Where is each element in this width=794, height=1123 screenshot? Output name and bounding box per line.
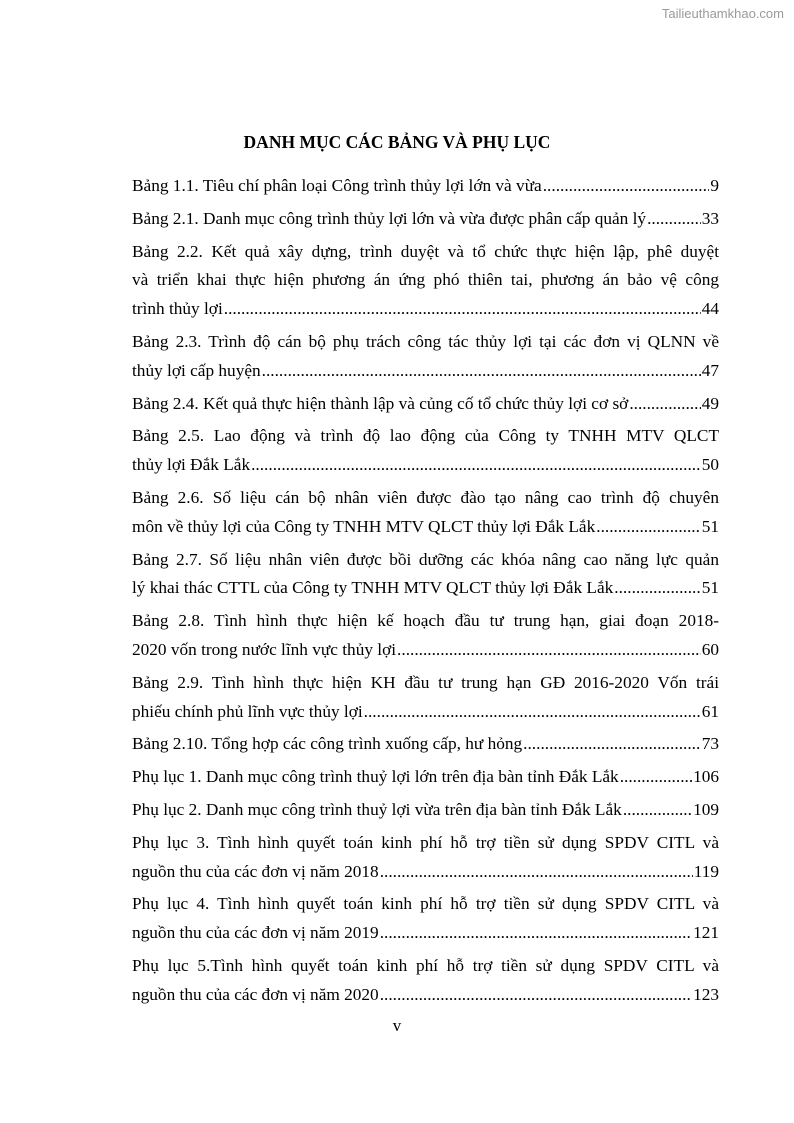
toc-entry-text: 2020 vốn trong nước lĩnh vực thủy lợi: [132, 639, 397, 659]
toc-entry-last-line: [132, 858, 719, 887]
toc-entry-text: nguồn thu của các đơn vị năm 2020: [132, 984, 379, 1004]
toc-entry-text: Bảng 2.1. Danh mục công trình thủy lợi lớn và vừa được phân cấp quản lý: [132, 208, 647, 228]
dot-leader: [262, 357, 701, 386]
toc-entry-last-line: [132, 919, 719, 948]
toc-entry[interactable]: [132, 172, 719, 201]
toc-page-number: 121: [693, 923, 719, 943]
toc-entry[interactable]: [132, 890, 719, 948]
toc-page-number: 51: [701, 516, 719, 536]
toc-entry-last-line: [132, 636, 719, 665]
table-of-contents: [132, 172, 719, 1014]
toc-entry-line: Bảng 2.7. Số liệu nhân viên được bồi dưỡng các khóa nâng cao năng lực quản: [132, 549, 719, 569]
toc-entry-text: nguồn thu của các đơn vị năm 2019: [132, 923, 379, 943]
dot-leader: [364, 698, 701, 727]
toc-entry-line: Phụ lục 4. Tình hình quyết toán kinh phí hỗ trợ tiền sử dụng SPDV CITL và: [132, 894, 719, 914]
toc-entry-last-line: [132, 172, 719, 201]
dot-leader: [251, 451, 701, 480]
toc-page-number: 109: [693, 799, 719, 819]
toc-entry-text: trình thủy lợi: [132, 299, 223, 319]
toc-entry[interactable]: [132, 238, 719, 324]
dot-leader: [629, 390, 700, 419]
toc-entry-last-line: [132, 357, 719, 386]
toc-entry-last-line: [132, 698, 719, 727]
dot-leader: [224, 295, 701, 324]
watermark-text: Tailieuthamkhao.com: [661, 6, 784, 21]
dot-leader: [380, 981, 692, 1010]
toc-entry-text: thủy lợi cấp huyện: [132, 360, 261, 380]
toc-entry-line: Bảng 2.5. Lao động và trình độ lao động của Công ty TNHH MTV QLCT: [132, 426, 719, 446]
toc-entry-line: Phụ lục 5.Tình hình quyết toán kinh phí hỗ trợ tiền sử dụng SPDV CITL và: [132, 955, 719, 975]
toc-page-number: 44: [701, 299, 719, 319]
toc-entry-text: Bảng 2.4. Kết quả thực hiện thành lập và củng cố tổ chức thủy lợi cơ sở: [132, 393, 629, 413]
dot-leader: [596, 513, 700, 542]
toc-entry-text: Phụ lục 2. Danh mục công trình thuỷ lợi vừa trên địa bàn tỉnh Đắk Lắk: [132, 799, 622, 819]
toc-entry[interactable]: [132, 607, 719, 665]
toc-page-number: 119: [693, 861, 719, 881]
toc-entry-last-line: [132, 574, 719, 603]
toc-entry-last-line: [132, 730, 719, 759]
dot-leader: [614, 574, 700, 603]
toc-entry[interactable]: [132, 422, 719, 480]
toc-entry[interactable]: [132, 829, 719, 887]
dot-leader: [380, 858, 693, 887]
toc-entry-last-line: [132, 513, 719, 542]
toc-entry-line: Bảng 2.6. Số liệu cán bộ nhân viên được đào tạo nâng cao trình độ chuyên: [132, 487, 719, 507]
dot-leader: [623, 796, 692, 825]
page-number: v: [392, 1016, 402, 1035]
toc-entry[interactable]: [132, 328, 719, 386]
toc-page-number: 50: [701, 455, 719, 475]
toc-page-number: 73: [701, 734, 719, 754]
toc-entry-last-line: [132, 390, 719, 419]
toc-entry[interactable]: [132, 484, 719, 542]
toc-page-number: 106: [693, 767, 719, 787]
dot-leader: [647, 205, 701, 234]
dot-leader: [523, 730, 701, 759]
toc-entry-last-line: [132, 981, 719, 1010]
toc-page-number: 47: [701, 360, 719, 380]
toc-entry-line: Bảng 2.2. Kết quả xây dựng, trình duyệt và tổ chức thực hiện lập, phê duyệt: [132, 241, 719, 261]
dot-leader: [397, 636, 701, 665]
toc-entry-last-line: [132, 796, 719, 825]
dot-leader: [543, 172, 710, 201]
toc-entry-line: và triển khai thực hiện phương án ứng phó thiên tai, phương án bảo vệ công: [132, 270, 719, 290]
toc-page-number: 123: [693, 984, 719, 1004]
toc-entry[interactable]: [132, 669, 719, 727]
toc-page-number: 33: [701, 208, 719, 228]
toc-entry-text: môn về thủy lợi của Công ty TNHH MTV QLCT thủy lợi Đắk Lắk: [132, 516, 596, 536]
toc-entry-last-line: [132, 451, 719, 480]
toc-page-number: 51: [701, 578, 719, 598]
toc-entry[interactable]: [132, 796, 719, 825]
dot-leader: [620, 763, 692, 792]
toc-page-number: 49: [701, 393, 719, 413]
toc-entry-line: Bảng 2.8. Tình hình thực hiện kế hoạch đầu tư trung hạn, giai đoạn 2018-: [132, 611, 719, 631]
toc-entry[interactable]: [132, 205, 719, 234]
toc-page-number: 60: [701, 639, 719, 659]
toc-entry-text: nguồn thu của các đơn vị năm 2018: [132, 861, 379, 881]
toc-entry-text: Bảng 1.1. Tiêu chí phân loại Công trình thủy lợi lớn và vừa: [132, 176, 542, 195]
toc-entry-text: Phụ lục 1. Danh mục công trình thuỷ lợi lớn trên địa bàn tỉnh Đắk Lắk: [132, 767, 619, 787]
page-title: DANH MỤC CÁC BẢNG VÀ PHỤ LỤC: [243, 132, 551, 152]
toc-entry[interactable]: [132, 952, 719, 1010]
toc-entry-line: Bảng 2.9. Tình hình thực hiện KH đầu tư trung hạn GĐ 2016-2020 Vốn trái: [132, 672, 719, 692]
toc-entry-line: Phụ lục 3. Tình hình quyết toán kinh phí hỗ trợ tiền sử dụng SPDV CITL và: [132, 832, 719, 852]
toc-entry-last-line: [132, 205, 719, 234]
toc-entry[interactable]: [132, 763, 719, 792]
toc-page-number: 9: [710, 176, 719, 195]
toc-entry-line: Bảng 2.3. Trình độ cán bộ phụ trách công tác thủy lợi tại các đơn vị QLNN về: [132, 331, 719, 351]
toc-entry[interactable]: [132, 546, 719, 604]
toc-entry-text: lý khai thác CTTL của Công ty TNHH MTV QLCT thủy lợi Đắk Lắk: [132, 578, 614, 598]
toc-entry-text: Bảng 2.10. Tổng hợp các công trình xuống cấp, hư hỏng: [132, 734, 523, 754]
dot-leader: [380, 919, 692, 948]
toc-page-number: 61: [701, 701, 719, 721]
toc-entry-last-line: [132, 295, 719, 324]
toc-entry-text: thủy lợi Đắk Lắk: [132, 455, 251, 475]
toc-entry-last-line: [132, 763, 719, 792]
toc-entry-text: phiếu chính phủ lĩnh vực thủy lợi: [132, 701, 363, 721]
toc-entry[interactable]: [132, 730, 719, 759]
toc-entry[interactable]: [132, 390, 719, 419]
